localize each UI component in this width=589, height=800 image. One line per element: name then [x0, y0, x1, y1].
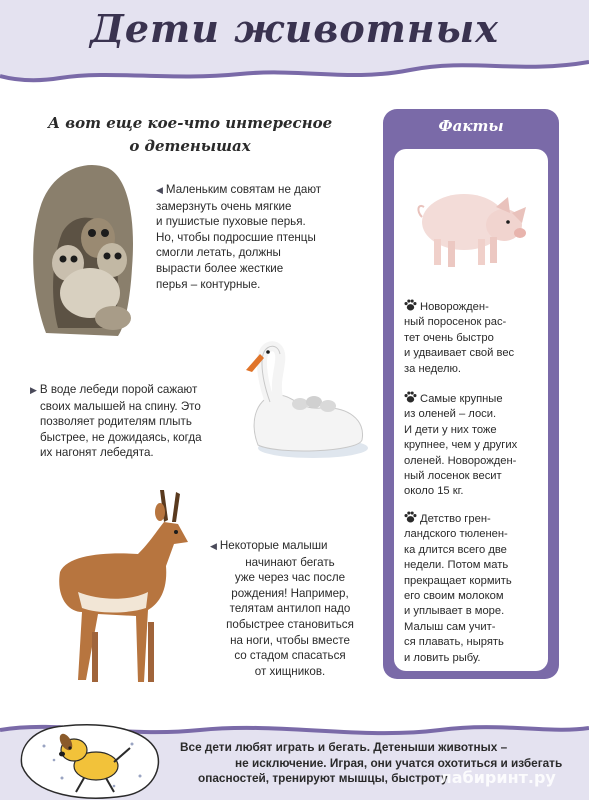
antelope-illustration: [38, 482, 200, 692]
paw-icon: [404, 511, 417, 523]
swans-paragraph: [30, 382, 230, 461]
subtitle-line-2: о детенышах: [129, 137, 251, 155]
fact-seal-line-7: и уплывает в море.: [404, 605, 505, 618]
owls-line-3: и пушистые пуховые перья.: [156, 215, 306, 229]
swans-line-1: ▶ В воде лебеди порой сажают: [30, 383, 198, 396]
fact-moose-line-5: оленей. Новорожден-: [404, 454, 517, 467]
antelope-line-9: от хищников.: [254, 664, 326, 678]
fact-seal-line-5: прекращает кормить: [404, 574, 512, 587]
page-title: Дети животных: [90, 6, 499, 51]
swans-line-5: их нагонят лебедята.: [40, 446, 154, 460]
owls-line-1: ◀ Маленьким совятам не дают: [156, 183, 322, 196]
fact-moose-line-6: ный лосенок весит: [404, 470, 502, 483]
paw-icon: [404, 299, 417, 311]
owls-line-6: вырасти более жесткие: [156, 261, 284, 275]
fact-moose-line-1: Самые крупные: [404, 391, 544, 407]
antelope-line-5: телятам антилоп надо: [229, 602, 351, 616]
fact-piglet-line-1: Новорожден-: [404, 299, 544, 315]
fact-piglet-line-5: за неделю.: [404, 362, 462, 375]
fact-piglet: [404, 299, 544, 377]
fact-seal-line-9: ся плавать, нырять: [404, 636, 504, 649]
piglet-illustration: [412, 167, 532, 277]
left-triangle-icon: ◀: [210, 541, 217, 551]
antelope-paragraph: [210, 538, 370, 679]
owls-line-5: смогли летать, должны: [156, 246, 281, 260]
watermark: лабиринт.ру: [440, 768, 556, 787]
fact-piglet-line-2: ный поросенок рас-: [404, 316, 507, 329]
fact-piglet-line-4: и удваивает свой вес: [404, 347, 515, 360]
swans-line-2: своих малышей на спину. Это: [40, 399, 201, 413]
fact-seal-line-2: ландского тюленен-: [404, 528, 508, 541]
fact-seal-line-8: Малыш сам учит-: [404, 620, 496, 633]
right-triangle-icon: ▶: [30, 385, 37, 395]
facts-panel: [383, 109, 559, 679]
fact-seal-line-10: и ловить рыбу.: [404, 651, 481, 664]
antelope-line-1: ◀ Некоторые малыши: [210, 539, 328, 552]
swans-line-4: быстрее, не дожидаясь, когда: [40, 430, 202, 444]
fact-moose-line-2: из оленей – лоси.: [404, 408, 497, 421]
owls-line-7: перья – контурные.: [156, 277, 261, 291]
bottom-line-3: опасностей, тренируют мышцы, быстроту: [198, 771, 448, 786]
antelope-line-7: на ноги, чтобы вместе: [230, 633, 350, 647]
subtitle-line-1: А вот еще кое-что интересное: [47, 114, 333, 132]
fact-moose: [404, 391, 544, 500]
left-triangle-icon: ◀: [156, 185, 163, 195]
antelope-line-8: со стадом спасаться: [234, 649, 346, 663]
antelope-line-2: начинают бегать: [245, 555, 335, 569]
facts-content: [394, 149, 548, 671]
fact-piglet-line-3: тет очень быстро: [404, 331, 494, 344]
owls-paragraph: [156, 182, 366, 292]
fact-seal: [404, 511, 544, 666]
fact-moose-line-4: крупнее, чем у других: [404, 439, 518, 452]
swan-illustration: [238, 340, 370, 462]
paw-icon: [404, 391, 417, 403]
owls-line-2: замерзнуть очень мягкие: [156, 199, 292, 213]
fact-moose-line-7: около 15 кг.: [404, 485, 464, 498]
fact-seal-line-1: Детство грен-: [404, 511, 544, 527]
owls-illustration: [28, 158, 138, 338]
playing-dog-illustration: [14, 716, 164, 800]
subtitle: [40, 112, 340, 158]
bottom-line-2: не исключение. Играя, они учатся охотиться и избегать: [235, 755, 563, 770]
antelope-line-6: побыстрее становиться: [226, 617, 354, 631]
fact-seal-line-3: ка длится всего две: [404, 543, 507, 556]
antelope-line-3: уже через час после: [234, 571, 346, 585]
fact-seal-line-6: его своим молоком: [404, 590, 504, 603]
fact-moose-line-3: И дети у них тоже: [404, 423, 497, 436]
bottom-line-1: Все дети любят играть и бегать. Детеныши животных –: [180, 740, 508, 754]
fact-seal-line-4: недели. Потом мать: [404, 559, 509, 572]
antelope-line-4: рождения! Например,: [231, 586, 349, 600]
owls-line-4: Но, чтобы подросшие птенцы: [156, 230, 316, 244]
facts-title: Факты: [438, 117, 504, 135]
swans-line-3: позволяет родителям плыть: [40, 415, 192, 429]
